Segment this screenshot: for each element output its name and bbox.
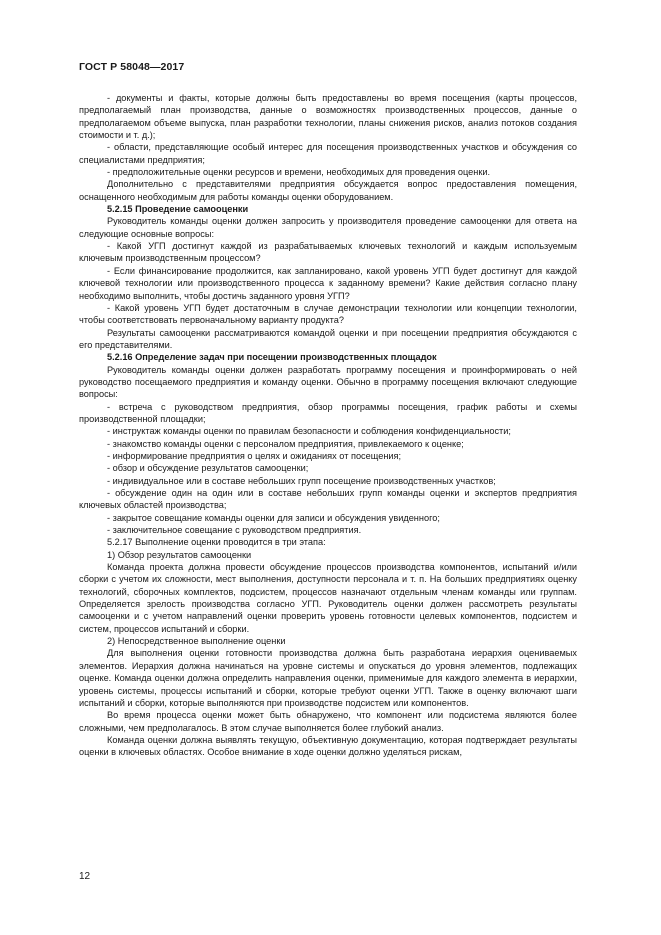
paragraph: - заключительное совещание с руководством предприятия. (107, 525, 362, 536)
paragraph: - обзор и обсуждение результатов самооценки; (107, 463, 309, 474)
paragraph: - обсуждение один на один или в составе небольших групп команды оценки и экспертов предприятия ключевых областей производства; (79, 488, 577, 511)
paragraph: Во время процесса оценки может быть обнаружено, что компонент или подсистема являются более сложными, чем предполагалось. В этом случае выполняется более глубокий анализ. (79, 710, 577, 733)
page-header: ГОСТ Р 58048—2017 (79, 61, 185, 73)
section-heading: 5.2.16 Определение задач при посещении производственных площадок (107, 352, 437, 363)
paragraph: Команда оценки должна выявлять текущую, объективную документацию, которая подтверждает результаты оценки в ключевых областях. Особое внимание в ходе оценки должно уделяться рискам, (79, 734, 577, 758)
paragraph: - документы и факты, которые должны быть предоставлены во время посещения (карты процессов, предполагаемый план производства, данные о возможностях производственных процессов, данные о предполагаемом объеме выпуска, план разработки технологии, планы снижения рисков, анализ потоков создания стоимости и т. д.); (79, 93, 577, 141)
paragraph: - Если финансирование продолжится, как запланировано, какой уровень УГП будет достигнут для каждой ключевой технологии или производственного процесса к заданному времени? Какие действия согласно плану необходимо выполнить, чтобы достичь заданного уровня УГП? (79, 265, 577, 301)
document-body (79, 92, 577, 759)
paragraph: - Какой УГП достигнут каждой из разрабатываемых ключевых технологий и каждым используемым ключевым производственным процессом? (79, 241, 577, 264)
paragraph: Команда проекта должна провести обсуждение процессов производства компонентов, испытаний и/или сборки с учетом их сложности, мест выполнения, доступности персонала и т. п. На больших предприятиях оценку технологий, сборочных комплектов, подсистем, процессов назначают отдельным членам команды или группам. Определяется зрелость производства согласно УГП. Руководитель оценки должен рассмотреть результаты самооценки и с учетом направлений оценки проверить уровень готовности целевых компонентов, подсистем и систем, процессов испытаний и сборки. (79, 562, 577, 634)
paragraph: 5.2.17 Выполнение оценки проводится в три этапа: (107, 537, 326, 548)
paragraph: Дополнительно с представителями предприятия обсуждается вопрос предоставления помещения, оснащенного необходимым для работы команды оценки оборудованием. (79, 179, 577, 202)
paragraph: Для выполнения оценки готовности производства должна быть разработана иерархия оцениваемых элементов. Иерархия должна начинаться на уровне системы и опускаться до уровня элементов, подлежащих оценке. Команда оценки должна определить направления оценки, применимые для каждого элемента в иерархии, уровень системы, процессы испытаний и сборки, которые требуют оценки УГП. Также в оценку включают шаги испытаний и сборки, которые выполняются при производстве подсистем или компонентов. (79, 648, 577, 708)
paragraph: - предположительные оценки ресурсов и времени, необходимых для проведения оценки. (107, 167, 491, 178)
paragraph: - индивидуальное или в составе небольших групп посещение производственных участков; (107, 475, 496, 486)
paragraph: - Какой уровень УГП будет достаточным в случае демонстрации технологии или концепции технологии, чтобы соответствовать первоначальному варианту продукта? (79, 302, 577, 326)
page-number: 12 (79, 871, 91, 882)
paragraph: - области, представляющие особый интерес для посещения производственных участков и обсуждения со специалистами предприятия; (79, 142, 577, 165)
paragraph: - инструктаж команды оценки по правилам безопасности и соблюдения конфиденциальности; (107, 426, 511, 437)
paragraph: 1) Обзор результатов самооценки (107, 549, 252, 560)
paragraph: Руководитель команды оценки должен запросить у производителя проведение самооценки для ответа на следующие основные вопросы: (79, 216, 577, 239)
paragraph: Результаты самооценки рассматриваются командой оценки и при посещении предприятия обсуждаются с его представителями. (79, 327, 577, 350)
paragraph: - встреча с руководством предприятия, обзор программы посещения, график работы и схемы производственной площадки; (79, 401, 577, 424)
paragraph: 2) Непосредственное выполнение оценки (107, 636, 286, 647)
paragraph: Руководитель команды оценки должен разработать программу посещения и проинформировать о ней руководство посещаемого предприятия и команду оценки. Обычно в программу посещения включают следующие вопросы: (79, 364, 577, 400)
paragraph: - знакомство команды оценки с персоналом предприятия, привлекаемого к оценке; (107, 438, 464, 449)
paragraph: - информирование предприятия о целях и ожиданиях от посещения; (107, 450, 402, 461)
section-heading: 5.2.15 Проведение самооценки (107, 204, 249, 215)
paragraph: - закрытое совещание команды оценки для записи и обсуждения увиденного; (107, 512, 440, 523)
